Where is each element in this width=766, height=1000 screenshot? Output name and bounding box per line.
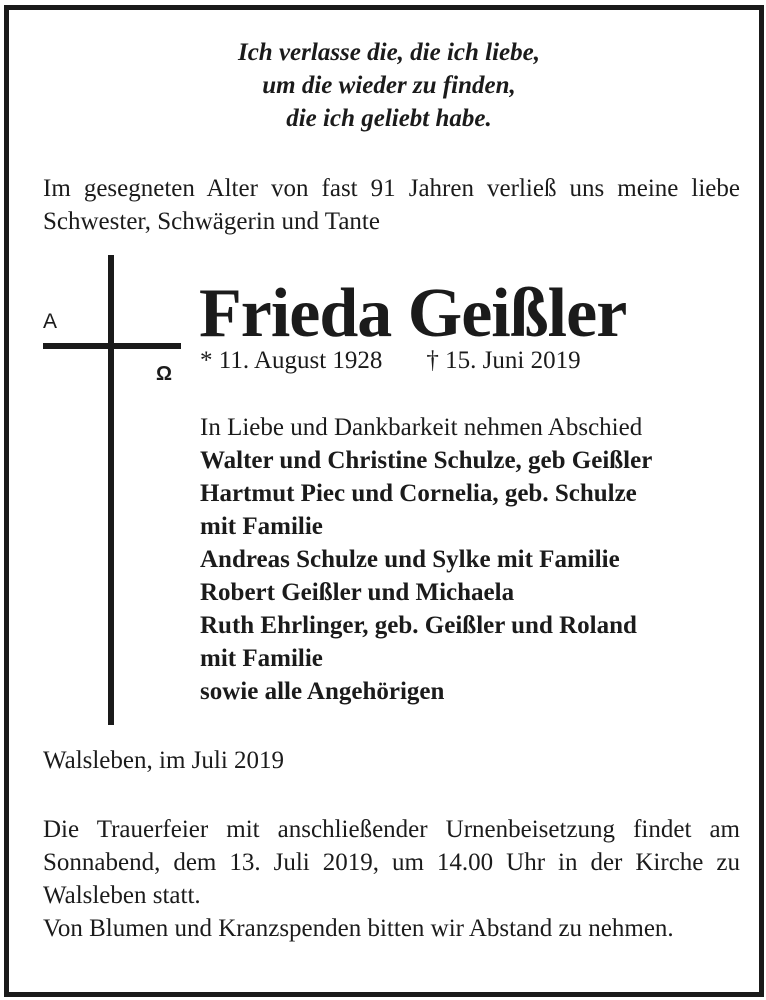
- obituary-frame: [4, 5, 764, 997]
- quote-line: Ich verlasse die, die ich liebe,: [237, 39, 540, 66]
- cross-vertical-bar: [108, 255, 114, 725]
- cross-horizontal-bar: [43, 343, 181, 349]
- mourner-line: sowie alle Angehörigen: [200, 678, 445, 705]
- mourner-line: Hartmut Piec und Cornelia, geb. Schulze: [200, 480, 637, 507]
- life-dates: [200, 344, 581, 377]
- deceased-name: Frieda Geißler: [199, 275, 627, 352]
- mourner-line: mit Familie: [200, 513, 323, 540]
- alpha-symbol: A: [43, 310, 58, 333]
- mourner-line: Robert Geißler und Michaela: [200, 579, 515, 606]
- omega-symbol: Ω: [156, 363, 173, 385]
- mourners-heading: In Liebe und Dankbarkeit nehmen Abschied: [200, 414, 643, 441]
- death-date: † 15. Juni 2019: [426, 347, 581, 374]
- intro-text: Im gesegneten Alter von fast 91 Jahren verließ uns meine liebe Schwester, Schwägerin und Tante: [43, 175, 740, 235]
- quote-line: die ich geliebt habe.: [286, 105, 492, 132]
- mourner-line: Ruth Ehrlinger, geb. Geißler und Roland: [200, 612, 637, 639]
- quote-line: um die wieder zu finden,: [262, 72, 516, 99]
- mourners-list: [200, 411, 750, 708]
- mourner-line: Andreas Schulze und Sylke mit Familie: [200, 546, 620, 573]
- ceremony-text: Die Trauerfeier mit anschließender Urnenbeisetzung findet am Sonnabend, dem 13. Juli 2019, um 14.00 Uhr in der Kirche zu Walsleben statt.: [43, 816, 740, 909]
- memorial-quote: [9, 36, 766, 135]
- service-info: [43, 813, 740, 945]
- mourner-line: Walter und Christine Schulze, geb Geißler: [200, 447, 653, 474]
- place-and-date: Walsleben, im Juli 2019: [43, 747, 285, 774]
- birth-date: * 11. August 1928: [200, 347, 383, 374]
- mourner-line: mit Familie: [200, 645, 323, 672]
- flowers-note: Von Blumen und Kranzspenden bitten wir Abstand zu nehmen.: [43, 915, 674, 942]
